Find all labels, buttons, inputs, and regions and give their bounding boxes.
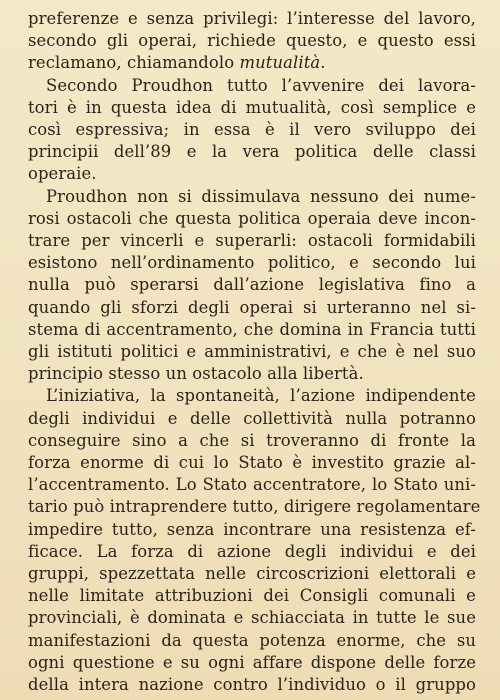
text-line: preferenze e senza privilegi: l’interesse del lavoro, bbox=[28, 9, 476, 28]
text-line: quando gli sforzi degli operai si urteranno nel si- bbox=[28, 297, 476, 317]
text-line: principio stesso un ostacolo alla libertà. bbox=[28, 364, 364, 384]
text-line bbox=[28, 52, 476, 74]
text-line: nulla può sperarsi dall’azione legislativa fino a bbox=[28, 275, 476, 295]
text-line: trare per vincerli e superarli: ostacoli formidabili bbox=[28, 231, 476, 251]
text-line: conseguire sino a che si troveranno di fronte la bbox=[28, 430, 476, 450]
text-line: manifestazioni da questa potenza enorme, che su bbox=[28, 630, 476, 650]
text-line: gli istituti politici e amministrativi, e che è nel suo bbox=[28, 342, 476, 362]
text-line: Secondo Proudhon tutto l’avvenire dei lavora- bbox=[46, 75, 476, 95]
text-line: nelle limitate attribuzioni dei Consigli comunali e bbox=[28, 586, 476, 606]
text-line: gruppi, spezzettata nelle circoscrizioni elettorali e bbox=[28, 564, 476, 584]
paragraph-4 bbox=[28, 385, 481, 696]
paragraph-2 bbox=[28, 75, 476, 186]
page-text bbox=[28, 8, 481, 696]
text-segment: . bbox=[320, 53, 326, 73]
text-line: provinciali, è dominata e schiacciata in tutte le sue bbox=[28, 608, 476, 628]
text-line: tori è in questa idea di mutualità, così semplice e bbox=[28, 97, 476, 117]
text-segment: reclamano, chiamandolo bbox=[28, 53, 240, 73]
text-line: secondo gli operai, richiede questo, e questo essi bbox=[28, 31, 476, 51]
text-line: degli individui e delle collettività nulla potranno bbox=[28, 408, 476, 428]
text-line: così espressiva; in essa è il vero sviluppo dei bbox=[28, 120, 476, 140]
text-line: rosi ostacoli che questa politica operaia deve incon- bbox=[28, 208, 476, 228]
text-line: tario può intraprendere tutto, dirigere regolamentare bbox=[28, 497, 481, 517]
text-line: impedire tutto, senza incontrare una resistenza ef- bbox=[28, 519, 476, 539]
text-line: L’iniziativa, la spontaneità, l’azione indipendente bbox=[46, 386, 476, 406]
text-line: della intera nazione contro l’individuo o il gruppo bbox=[28, 675, 476, 695]
text-line: forza enorme di cui lo Stato è investito grazie al- bbox=[28, 453, 476, 473]
text-line: stema di accentramento, che domina in Francia tutti bbox=[28, 319, 476, 339]
text-line: Proudhon non si dissimulava nessuno dei nume- bbox=[46, 186, 476, 206]
emphasized-term: mutualità bbox=[239, 53, 321, 73]
text-line: principii dell’89 e la vera politica delle classi bbox=[28, 142, 476, 162]
paragraph-3 bbox=[28, 186, 476, 386]
text-line: operaie. bbox=[28, 164, 97, 184]
text-line: esistono nell’ordinamento politico, e secondo lui bbox=[28, 253, 476, 273]
paragraph-1 bbox=[28, 8, 476, 75]
text-line: l’accentramento. Lo Stato accentratore, lo Stato uni- bbox=[28, 475, 476, 495]
text-line: ficace. La forza di azione degli individui e dei bbox=[28, 541, 476, 561]
text-line: ogni questione e su ogni affare dispone delle forze bbox=[28, 652, 476, 672]
